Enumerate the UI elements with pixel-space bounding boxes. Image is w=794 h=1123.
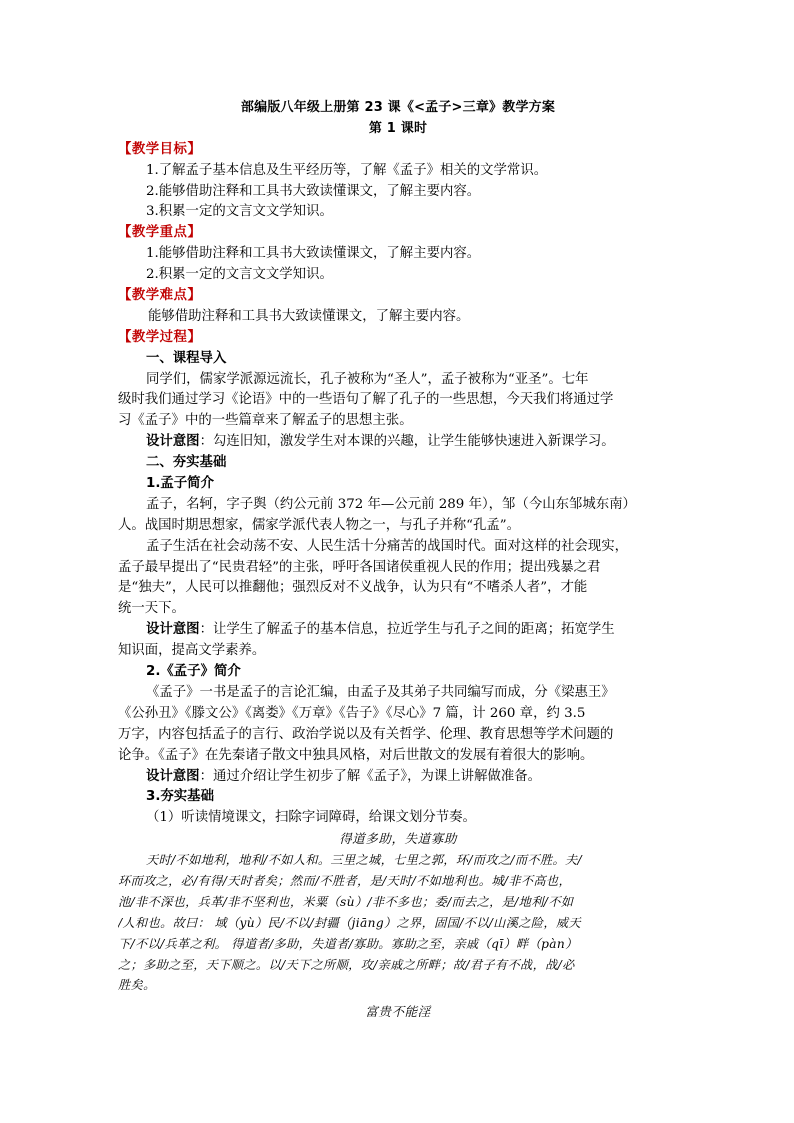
key-points-heading: 【教学重点】 [118,225,202,241]
paragraph-line: 人。战国时期思想家，儒家学派代表人物之一，与孔子并称“孔孟”。 [118,517,521,533]
paragraph-line: 万字，内容包括孟子的言行、政治学说以及有关哲学、伦理、教育思想等学术问题的 [118,726,614,742]
goals-heading: 【教学目标】 [118,141,202,157]
paragraph-line: 论争。《孟子》在先秦诸子散文中独具风格，对后世散文的发展有着很大的影响。 [118,747,594,763]
paragraph-line: 《孟子》一书是孟子的言论汇编，由孟子及其弟子共同编写而成，分《梁惠王》 [146,684,615,700]
classical-text-line: /人和也。故曰： 域（yù）民/不以/封疆（jiāng）之界，固国/不以/山溪之险，威天 [118,915,581,930]
section-heading: 一、课程导入 [146,350,227,366]
paragraph-line: 统一天下。 [118,601,185,617]
classical-text-line: 池/非不深也，兵革/非不坚利也，米粟（sù）/非不多也；委/而去之，是/地利/不如 [118,894,574,909]
design-intent-label: 设计意图 [146,434,200,450]
classical-text-line: 之；多助之至，天下顺之。以/天下之所顺，攻/亲戚之所畔；故/君子有不战，战/必 [118,957,575,972]
process-heading: 【教学过程】 [118,329,202,345]
design-intent [118,620,678,641]
subsection-heading: 2.《孟子》简介 [146,664,241,680]
paragraph-line: 孟子最早提出了“民贵君轻”的主张，呼吁各国诸侯重视人民的作用；提出残暴之君 [118,559,601,575]
design-intent-text: ：通过介绍让学生初步了解《孟子》，为课上讲解做准备。 [199,768,542,784]
classical-text-line: 下/不以/兵革之利。 得道者/多助，失道者/寡助。寡助之至，亲戚（qī）畔（pàn） [118,936,578,951]
paragraph-line: 习《孟子》中的一些篇章来了解孟子的思想主张。 [118,413,413,429]
doc-subtitle: 第 1 课时 [368,120,428,136]
design-intent [118,432,678,453]
design-intent-label: 设计意图 [146,622,200,638]
difficulty-heading: 【教学难点】 [118,288,202,304]
paragraph-line: 孟子生活在社会动荡不安、人民生活十分痛苦的战国时代。面对这样的社会现实， [146,538,629,554]
key-item: 2.积累一定的文言文文学知识。 [146,267,333,283]
classical-text-title: 富贵不能淫 [365,1004,431,1020]
design-intent [118,767,678,788]
paragraph-line: 知识面，提高文学素养。 [118,643,266,659]
difficulty-item: 能够借助注释和工具书大致读懂课文，了解主要内容。 [148,308,470,324]
goal-item: 2.能够借助注释和工具书大致读懂课文，了解主要内容。 [146,183,481,199]
subsection-heading: 1.孟子简介 [146,476,214,492]
classical-text-line: 环而攻之，必/有得/天时者矣；然而/不胜者，是/天时/不如地利也。城/非不高也， [118,873,572,888]
classical-text-line: 天时/不如地利，地利/不如人和。三里之城，七里之郭，环/而攻之/而不胜。夫/ [146,853,583,868]
goal-item: 1.了解孟子基本信息及生平经历等，了解《孟子》相关的文学常识。 [146,162,548,178]
design-intent-label: 设计意图 [146,768,200,784]
paragraph-line: 孟子，名轲，字子舆（约公元前 372 年—公元前 289 年），邹（今山东邹城东南） [146,496,636,512]
subsection-heading: 3.夯实基础 [146,789,214,805]
classical-text-title: 得道多助，失道寡助 [339,831,457,847]
design-intent-text: ：勾连旧知，激发学生对本课的兴趣，让学生能够快速进入新课学习。 [199,434,615,450]
paragraph-line: 是“独夫”，人民可以推翻他；强烈反对不义战争，认为只有“不嗜杀人者”，才能 [118,580,588,596]
section-heading: 二、夯实基础 [146,455,227,471]
paragraph-line: 级时我们通过学习《论语》中的一些语句了解了孔子的一些思想，今天我们将通过学 [118,392,614,408]
goal-item: 3.积累一定的文言文文学知识。 [146,204,333,220]
paragraph-line: 同学们，儒家学派源远流长，孔子被称为“圣人”，孟子被称为“亚圣”。七年 [146,371,589,387]
paragraph-line: 《公孙丑》《滕文公》《离娄》《万章》《告子》《尽心》7 篇，计 260 章，约 3.5 [118,705,586,721]
design-intent-text: ：让学生了解孟子的基本信息，拉近学生与孔子之间的距离；拓宽学生 [199,622,615,638]
classical-text-line: 胜矣。 [118,978,156,993]
document-page [118,98,678,1023]
key-item: 1.能够借助注释和工具书大致读懂课文，了解主要内容。 [146,246,481,262]
step-line: （1）听读情境课文，扫除字词障碍，给课文划分节奏。 [146,810,476,826]
doc-title: 部编版八年级上册第 23 课《<孟子>三章》教学方案 [240,100,556,115]
